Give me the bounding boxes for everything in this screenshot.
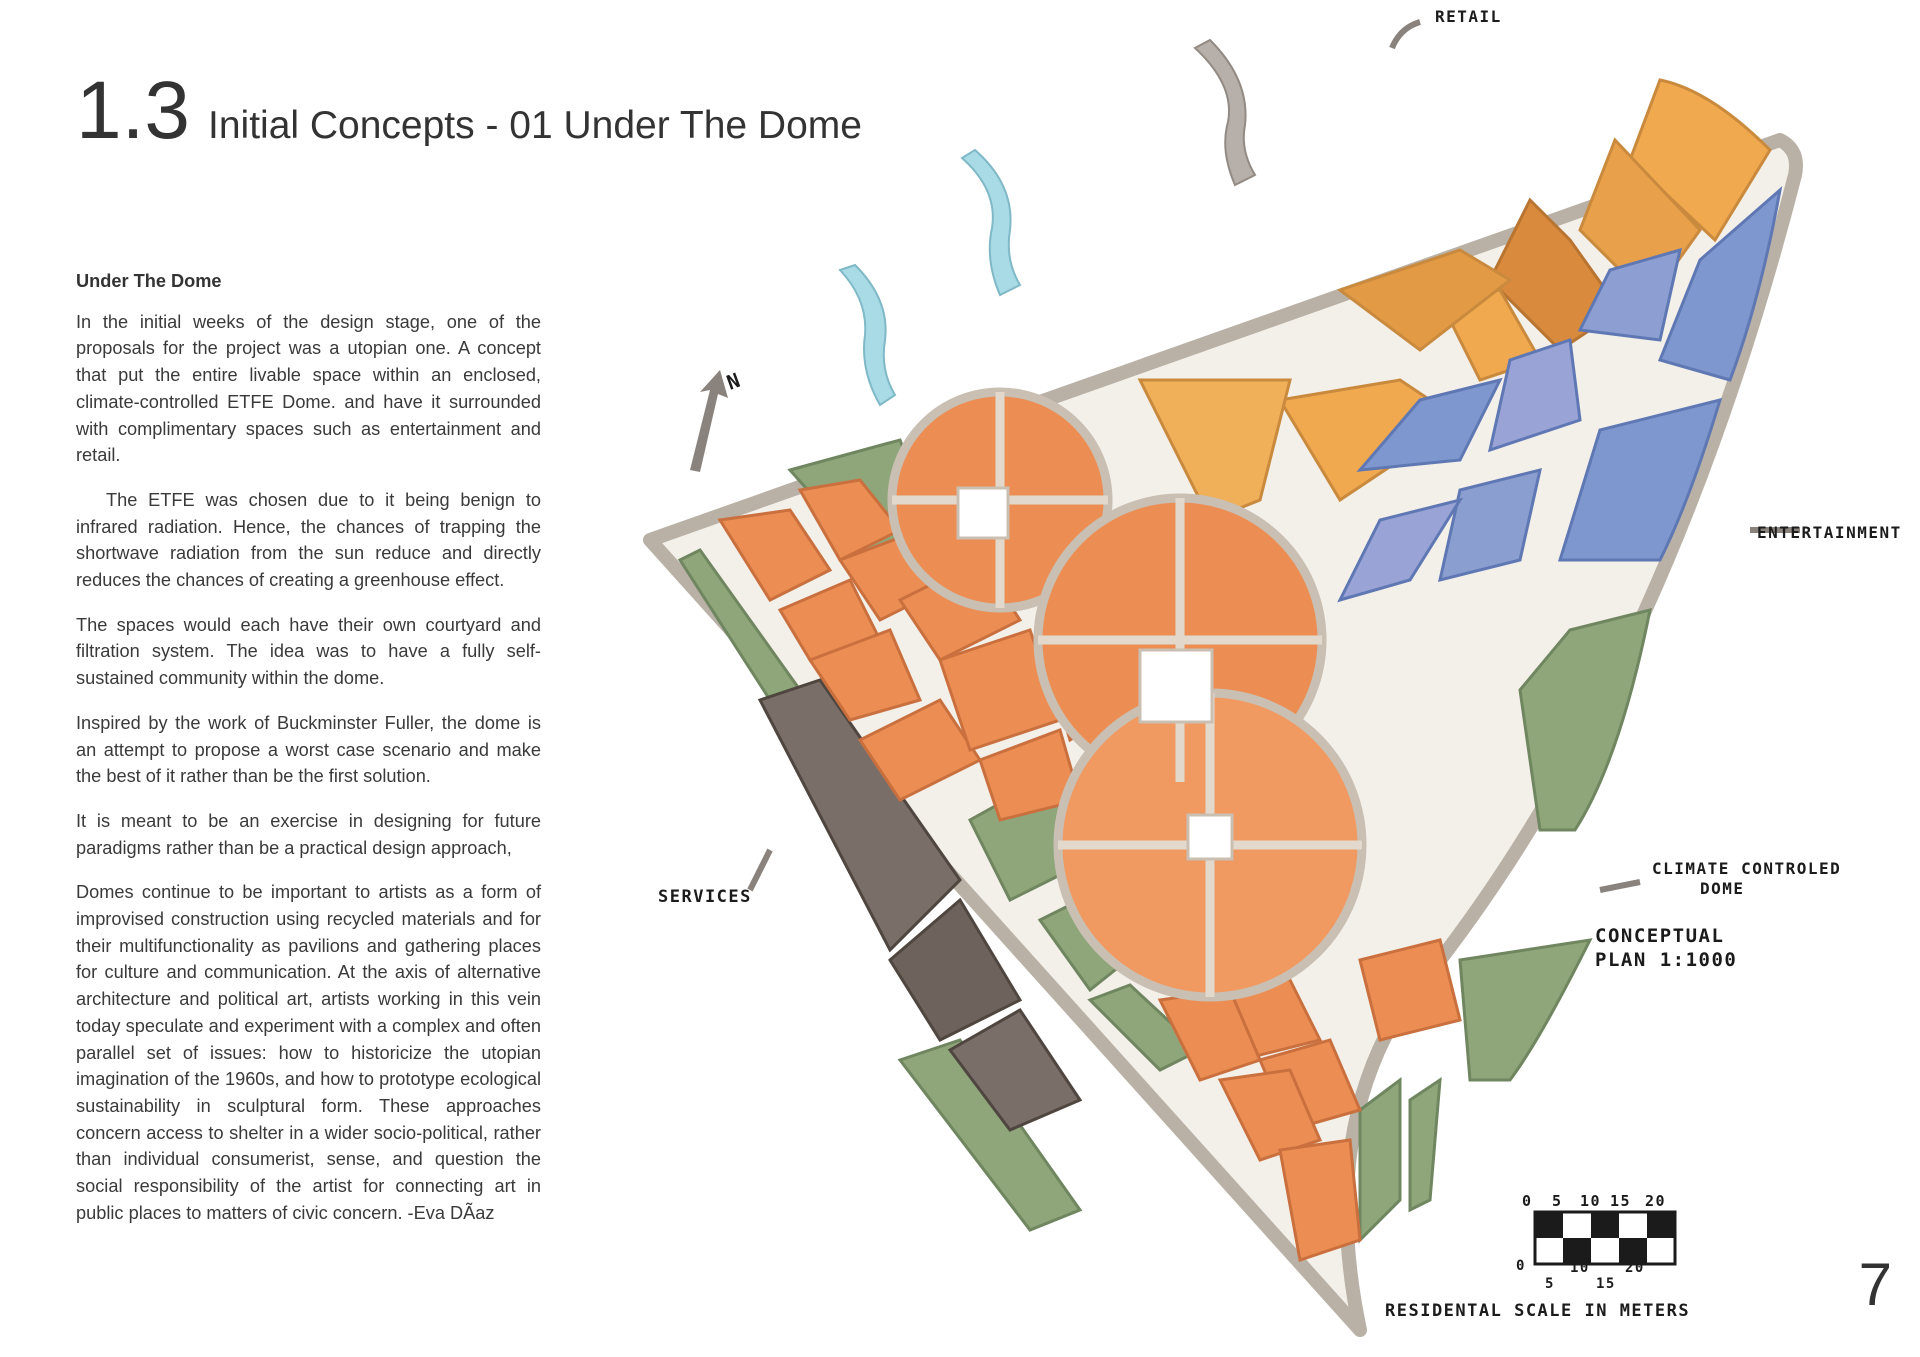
wind-arrow-1	[840, 265, 895, 405]
scale-top-0: 0	[1522, 1192, 1533, 1210]
wind-arrow-3	[1195, 40, 1255, 185]
section-heading: Under The Dome	[76, 271, 222, 291]
scale-bottom-5: 5	[1545, 1276, 1555, 1292]
services-label: SERVICES	[658, 887, 752, 907]
scale-bottom-10: 10	[1570, 1260, 1590, 1276]
paragraph-6: Domes continue to be important to artists as a form of improvised construction using recycled materials and for their multifunctionality as pavilions and gathering places for culture and communication. At the axis of alternative architecture and political art, artists working in this vein today speculate and experiment with a complex and often parallel set of issues: how to historicize the utopian imagination of the 1960s, and how to prototype ecological sustainability in sculptural form. These approaches concern access to shelter in a wider socio-political, rather than individual consumerist, sense, and question the social responsibility of the artist for connecting art in public places to matters of civic concern. -Eva DÃaz	[76, 882, 541, 1223]
plan-label-line2: PLAN 1:1000	[1595, 949, 1738, 971]
section-title: Initial Concepts - 01 Under The Dome	[208, 104, 862, 147]
paragraph-3: The spaces would each have their own courtyard and filtration system. The idea was to have a fully self-sustained community within the dome.	[76, 614, 541, 689]
north-arrow	[690, 370, 728, 472]
scale-top-5: 5	[1552, 1192, 1563, 1210]
wind-arrow-2	[962, 150, 1020, 295]
paragraph-1: In the initial weeks of the design stage, one of the proposals for the project was a utopian one. A concept that put the entire livable space within an enclosed, climate-controlled ETFE Dome. and have it surrounded with complimentary spaces such as entertainment and retail.	[76, 311, 541, 466]
paragraph-4: Inspired by the work of Buckminster Fuller, the dome is an attempt to propose a worst case scenario and make the best of it rather than be the first solution.	[76, 712, 541, 787]
entertainment-label: ENTERTAINMENT	[1757, 523, 1902, 542]
dome-label-line2: DOME	[1700, 879, 1745, 898]
paragraph-2: The ETFE was chosen due to it being benign to infrared radiation. Hence, the chances of trapping the shortwave radiation from the sun reduce and directly reduces the chances of creating a greenhouse effect.	[76, 489, 541, 591]
paragraph-5: It is meant to be an exercise in designing for future paradigms rather than be a practical design approach,	[76, 810, 541, 858]
north-label: N	[723, 367, 745, 395]
scale-bar	[1385, 1192, 1690, 1321]
conceptual-site-plan	[640, 0, 1920, 1357]
scale-bottom-20: 20	[1625, 1260, 1645, 1276]
scale-top-20: 20	[1645, 1192, 1667, 1210]
retail-pointer	[1392, 22, 1420, 48]
plan-label-line1: CONCEPTUAL	[1595, 925, 1725, 947]
page-number: 7	[1858, 1251, 1892, 1318]
section-number: 1.3	[76, 65, 190, 156]
dome-label-line1: CLIMATE CONTROLED	[1652, 859, 1842, 878]
retail-label: RETAIL	[1435, 7, 1502, 26]
services-pointer	[750, 850, 770, 890]
scale-top-15: 15	[1610, 1192, 1632, 1210]
scale-caption: RESIDENTAL SCALE IN METERS	[1385, 1301, 1691, 1321]
scale-top-10: 10	[1580, 1192, 1602, 1210]
scale-bottom-0: 0	[1516, 1258, 1526, 1274]
text-column	[76, 268, 541, 1245]
dome-pointer	[1600, 882, 1640, 890]
scale-bottom-15: 15	[1596, 1276, 1616, 1292]
